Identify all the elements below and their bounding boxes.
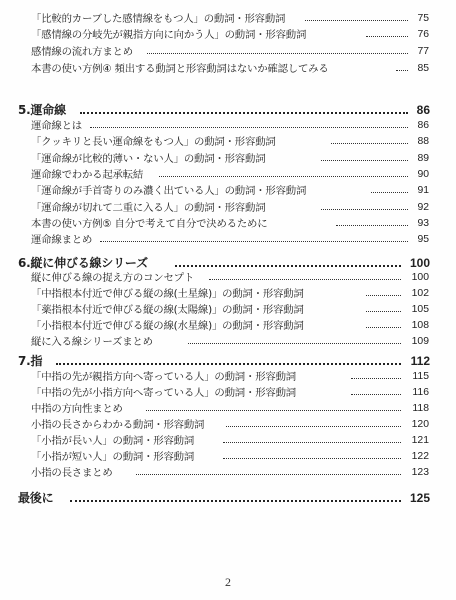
toc-entry-title: 「中指の先が小指方向へ寄っている人」の動詞・形容動詞 bbox=[31, 387, 296, 399]
toc-entry-page: 95 bbox=[417, 234, 429, 245]
toc-entry-page: 88 bbox=[417, 136, 429, 147]
toc-leader-dots bbox=[146, 410, 401, 411]
toc-entry-title: 「小指が短い人」の動詞・形容動詞 bbox=[31, 451, 195, 463]
toc-entry-page: 92 bbox=[417, 202, 429, 213]
toc-entry-title: 「小指が長い人」の動詞・形容動詞 bbox=[31, 435, 195, 447]
toc-leader-dots bbox=[331, 143, 408, 144]
toc-entry-title: 「感情線の分岐先が親指方向に向かう人」の動詞・形容動詞 bbox=[31, 29, 307, 41]
toc-entry-page: 108 bbox=[411, 320, 429, 331]
toc-chapter-title: 6.縦に伸びる線シリーズ bbox=[18, 256, 148, 270]
toc-entry-page: 85 bbox=[417, 63, 429, 74]
toc-leader-dots bbox=[147, 53, 408, 54]
toc-leader-dots bbox=[80, 112, 408, 114]
toc-leader-dots bbox=[188, 343, 401, 344]
toc-leader-dots bbox=[336, 225, 408, 226]
toc-chapter-page: 86 bbox=[416, 103, 430, 117]
toc-entry-title: 「中指根本付近で伸びる縦の線(土星線)」の動詞・形容動詞 bbox=[31, 288, 304, 300]
toc-entry-title: 縦に入る線シリーズまとめ bbox=[31, 336, 153, 348]
toc-leader-dots bbox=[396, 70, 408, 71]
toc-entry-title: 運命線とは bbox=[31, 120, 82, 132]
toc-chapter-title: 5.運命線 bbox=[18, 103, 66, 117]
toc-entry-title: 小指の長さからわかる動詞・形容動詞 bbox=[31, 419, 205, 431]
toc-entry-page: 116 bbox=[412, 387, 429, 398]
toc-entry-page: 115 bbox=[412, 371, 429, 382]
toc-leader-dots bbox=[366, 327, 401, 328]
toc-entry-title: 「運命線が手首寄りのみ濃く出ている人」の動詞・形容動詞 bbox=[31, 185, 307, 197]
toc-leader-dots bbox=[366, 295, 401, 296]
toc-leader-dots bbox=[175, 265, 401, 267]
toc-entry-page: 100 bbox=[411, 272, 429, 283]
toc-leader-dots bbox=[223, 458, 401, 459]
toc-entry-title: 「運命線が切れて二重に入る人」の動詞・形容動詞 bbox=[31, 202, 266, 214]
toc-chapter-page: 112 bbox=[410, 354, 430, 368]
toc-leader-dots bbox=[223, 442, 401, 443]
toc-entry-page: 76 bbox=[417, 29, 429, 40]
toc-leader-dots bbox=[100, 241, 408, 242]
toc-entry-title: 運命線でわかる起承転結 bbox=[31, 169, 144, 181]
toc-leader-dots bbox=[209, 279, 401, 280]
toc-chapter-title: 7.指 bbox=[18, 354, 43, 368]
toc-entry-page: 118 bbox=[412, 403, 429, 414]
toc-leader-dots bbox=[305, 20, 408, 21]
toc-leader-dots bbox=[366, 36, 408, 37]
toc-entry-page: 77 bbox=[417, 46, 429, 57]
toc-entry-page: 105 bbox=[411, 304, 429, 315]
toc-leader-dots bbox=[136, 474, 401, 475]
toc-entry-page: 75 bbox=[417, 13, 429, 24]
toc-entry-page: 123 bbox=[411, 467, 429, 478]
toc-chapter-title: 最後に bbox=[18, 491, 54, 505]
toc-chapter-page: 100 bbox=[409, 256, 430, 270]
toc-leader-dots bbox=[70, 500, 401, 502]
toc-entry-title: 「クッキリと長い運命線をもつ人」の動詞・形容動詞 bbox=[31, 136, 276, 148]
toc-entry-page: 122 bbox=[411, 451, 429, 462]
toc-entry-title: 縦に伸びる線の捉え方のコンセプト bbox=[31, 272, 195, 284]
toc-entry-page: 90 bbox=[417, 169, 429, 180]
toc-entry-page: 91 bbox=[417, 185, 429, 196]
toc-entry-title: 小指の長さまとめ bbox=[31, 467, 113, 479]
toc-leader-dots bbox=[321, 160, 408, 161]
toc-entry-title: 「比較的カーブした感情線をもつ人」の動詞・形容動詞 bbox=[31, 13, 286, 25]
toc-entry-page: 86 bbox=[417, 120, 429, 131]
toc-leader-dots bbox=[366, 311, 401, 312]
page-number: 2 bbox=[225, 575, 231, 589]
toc-leader-dots bbox=[226, 426, 401, 427]
toc-entry-page: 120 bbox=[411, 419, 429, 430]
toc-chapter-page: 125 bbox=[409, 491, 430, 505]
toc-entry-title: 本書の使い方例④ 頻出する動詞と形容動詞はないか確認してみる bbox=[31, 63, 329, 75]
toc-leader-dots bbox=[371, 192, 408, 193]
toc-leader-dots bbox=[56, 363, 401, 365]
toc-entry-title: 「小指根本付近で伸びる縦の線(水星線)」の動詞・形容動詞 bbox=[31, 320, 304, 332]
toc-leader-dots bbox=[351, 394, 401, 395]
toc-entry-page: 121 bbox=[411, 435, 429, 446]
toc-entry-page: 102 bbox=[411, 288, 429, 299]
toc-entry-title: 運命線まとめ bbox=[31, 234, 93, 246]
toc-leader-dots bbox=[159, 176, 408, 177]
toc-entry-title: 「運命線が比較的薄い・ない人」の動詞・形容動詞 bbox=[31, 153, 266, 165]
toc-entry-page: 89 bbox=[417, 153, 429, 164]
toc-entry-title: 中指の方向性まとめ bbox=[31, 403, 123, 415]
toc-entry-title: 本書の使い方例⑤ 自分で考えて自分で決めるために bbox=[31, 218, 268, 230]
toc-leader-dots bbox=[321, 209, 408, 210]
toc-entry-page: 93 bbox=[417, 218, 429, 229]
toc-leader-dots bbox=[90, 127, 408, 128]
toc-leader-dots bbox=[351, 378, 401, 379]
toc-entry-title: 「薬指根本付近で伸びる縦の線(太陽線)」の動詞・形容動詞 bbox=[31, 304, 304, 316]
toc-entry-title: 「中指の先が親指方向へ寄っている人」の動詞・形容動詞 bbox=[31, 371, 296, 383]
toc-entry-title: 感情線の流れ方まとめ bbox=[31, 46, 133, 58]
toc-entry-page: 109 bbox=[411, 336, 429, 347]
